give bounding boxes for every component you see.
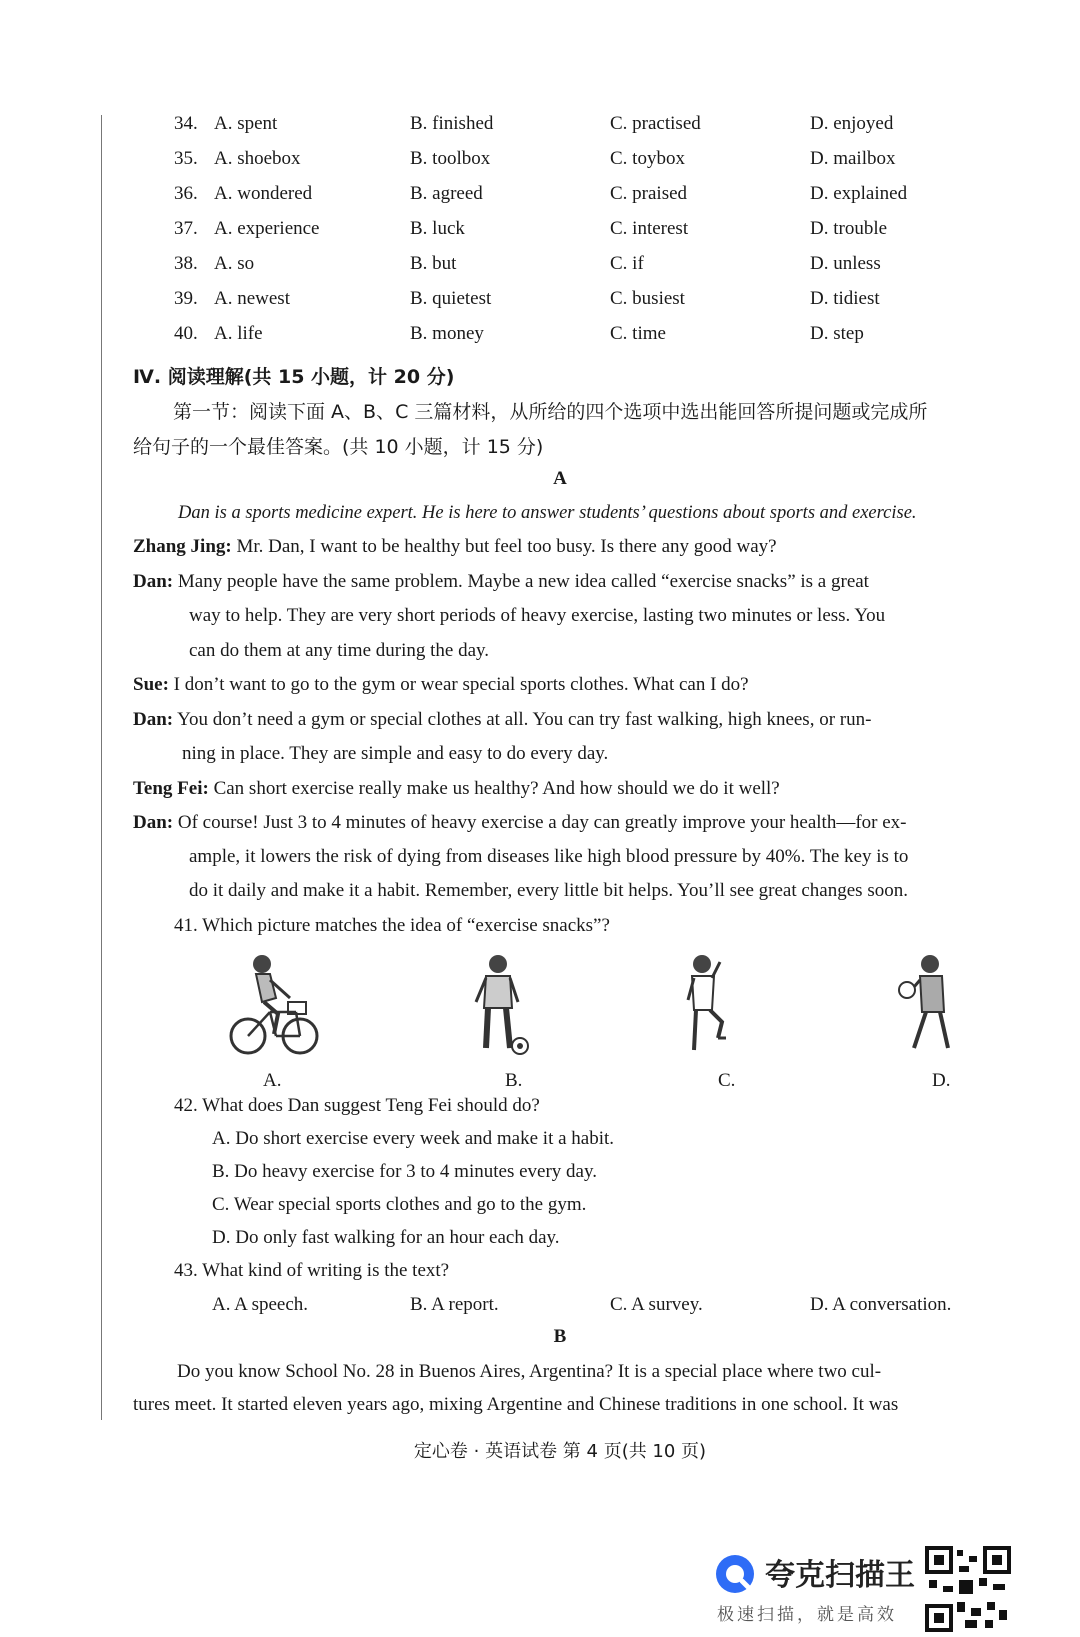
question-number: 36. xyxy=(174,183,198,204)
passage-b-line-2: tures meet. It started eleven years ago, mixing Argentine and Chinese traditions in one school. It was xyxy=(133,1394,899,1415)
section-intro-line-1: 第一节：阅读下面 A、B、C 三篇材料，从所给的四个选项中选出能回答所提问题或完成所 xyxy=(173,401,928,423)
picture-label-c: C. xyxy=(718,1070,736,1091)
passage-a-intro: Dan is a sports medicine expert. He is here to answer students’ questions about sports and exercise. xyxy=(178,503,917,523)
dialogue-dan-3-line-3: do it daily and make it a habit. Remember, every little bit helps. You’ll see great changes soon. xyxy=(189,880,908,901)
section-intro-line-2: 给句子的一个最佳答案。(共 10 小题，计 15 分) xyxy=(133,436,544,458)
option-a: A. spent xyxy=(214,113,278,134)
speaker-name: Dan: xyxy=(133,709,174,730)
option-a: A. so xyxy=(214,253,255,274)
question-number: 37. xyxy=(174,218,198,239)
option-d: D. tidiest xyxy=(810,288,880,309)
picture-label-a: A. xyxy=(263,1070,282,1091)
page-footer: 定心卷 · 英语试卷 第 4 页(共 10 页) xyxy=(413,1441,707,1462)
q42-option-c: C. Wear special sports clothes and go to the gym. xyxy=(212,1194,587,1215)
speech-text: Mr. Dan, I want to be healthy but feel too busy. Is there any good way? xyxy=(231,536,777,557)
option-d: D. trouble xyxy=(810,218,888,239)
option-c: C. time xyxy=(610,323,666,344)
question-number: 40. xyxy=(174,323,198,344)
dialogue-dan-2-line-2: ning in place. They are simple and easy to do every day. xyxy=(182,743,609,764)
option-b: B. agreed xyxy=(410,183,483,204)
speech-text: Of course! Just 3 to 4 minutes of heavy exercise a day can greatly improve your health—for ex- xyxy=(173,812,907,833)
speech-text: Many people have the same problem. Maybe a new idea called “exercise snacks” is a great xyxy=(173,571,869,592)
scanner-watermark xyxy=(713,1546,1073,1636)
speaker-name: Dan: xyxy=(133,812,174,833)
brand-slogan: 极速扫描，就是高效 xyxy=(717,1605,897,1625)
option-c: C. toybox xyxy=(610,148,685,169)
question-41: 41. Which picture matches the idea of “exercise snacks”? xyxy=(174,915,610,936)
option-d: D. step xyxy=(810,323,864,344)
option-b: B. but xyxy=(410,253,457,274)
picture-label-b: B. xyxy=(505,1070,523,1091)
option-c: C. busiest xyxy=(610,288,685,309)
question-number: 38. xyxy=(174,253,198,274)
option-a: A. experience xyxy=(214,218,320,239)
dialogue-sue xyxy=(133,674,749,696)
passage-b-heading: B xyxy=(553,1326,567,1347)
dialogue-dan-1-line-2: way to help. They are very short periods of heavy exercise, lasting two minutes or less. You xyxy=(189,605,886,626)
q43-option-d: D. A conversation. xyxy=(810,1294,952,1315)
dialogue-dan-1 xyxy=(133,571,869,593)
option-a: A. life xyxy=(214,323,263,344)
option-b: B. quietest xyxy=(410,288,492,309)
option-b: B. money xyxy=(410,323,484,344)
speech-text: Can short exercise really make us healthy? And how should we do it well? xyxy=(208,778,780,799)
dialogue-dan-3-line-2: ample, it lowers the risk of dying from diseases like high blood pressure by 40%. The key is to xyxy=(189,846,909,867)
option-d: D. enjoyed xyxy=(810,113,894,134)
option-row-35 xyxy=(174,148,1004,178)
q43-option-b: B. A report. xyxy=(410,1294,499,1315)
question-number: 39. xyxy=(174,288,198,309)
passage-b-line-1: Do you know School No. 28 in Buenos Aires, Argentina? It is a special place where two cul- xyxy=(177,1361,882,1382)
option-row-37 xyxy=(174,218,1004,248)
picture-high-knees xyxy=(682,952,732,1057)
option-c: C. practised xyxy=(610,113,701,134)
option-b: B. finished xyxy=(410,113,494,134)
dialogue-dan-3 xyxy=(133,812,907,834)
option-d: D. explained xyxy=(810,183,908,204)
section-title: Ⅳ. 阅读理解(共 15 小题，计 20 分) xyxy=(133,366,455,388)
question-number: 35. xyxy=(174,148,198,169)
option-c: C. interest xyxy=(610,218,689,239)
speech-text: I don’t want to go to the gym or wear special sports clothes. What can I do? xyxy=(168,674,749,695)
speaker-name: Sue: xyxy=(133,674,169,695)
picture-football xyxy=(470,952,530,1057)
option-c: C. if xyxy=(610,253,644,274)
dialogue-dan-2 xyxy=(133,709,871,731)
q43-option-c: C. A survey. xyxy=(610,1294,703,1315)
speaker-name: Zhang Jing: xyxy=(133,536,232,557)
option-row-36 xyxy=(174,183,1004,213)
q42-option-d: D. Do only fast walking for an hour each day. xyxy=(212,1227,560,1248)
option-a: A. newest xyxy=(214,288,290,309)
dialogue-zhang-jing xyxy=(133,536,777,558)
picture-label-d: D. xyxy=(932,1070,951,1091)
q42-option-b: B. Do heavy exercise for 3 to 4 minutes every day. xyxy=(212,1161,597,1182)
passage-a-heading: A xyxy=(553,468,567,489)
option-row-38 xyxy=(174,253,1004,283)
brand-name: 夸克扫描王 xyxy=(765,1558,915,1593)
option-d: D. unless xyxy=(810,253,881,274)
quark-logo-icon xyxy=(713,1552,757,1596)
margin-line xyxy=(101,115,102,1420)
q42-option-a: A. Do short exercise every week and make it a habit. xyxy=(212,1128,615,1149)
question-43: 43. What kind of writing is the text? xyxy=(174,1260,450,1281)
question-number: 34. xyxy=(174,113,198,134)
option-b: B. toolbox xyxy=(410,148,491,169)
q43-option-a: A. A speech. xyxy=(212,1294,309,1315)
dialogue-teng-fei xyxy=(133,778,780,800)
option-a: A. wondered xyxy=(214,183,313,204)
option-row-40 xyxy=(174,323,1004,353)
question-42: 42. What does Dan suggest Teng Fei should do? xyxy=(174,1095,540,1116)
option-row-34 xyxy=(174,113,1004,143)
picture-cycling xyxy=(226,952,322,1057)
speaker-name: Teng Fei: xyxy=(133,778,209,799)
option-d: D. mailbox xyxy=(810,148,896,169)
speaker-name: Dan: xyxy=(133,571,174,592)
option-c: C. praised xyxy=(610,183,688,204)
option-row-39 xyxy=(174,288,1004,318)
dialogue-dan-1-line-3: can do them at any time during the day. xyxy=(189,640,490,661)
speech-text: You don’t need a gym or special clothes at all. You can try fast walking, high knees, or run- xyxy=(173,709,872,730)
picture-volleyball xyxy=(898,952,958,1057)
option-a: A. shoebox xyxy=(214,148,301,169)
option-b: B. luck xyxy=(410,218,465,239)
qr-code-icon xyxy=(925,1546,1011,1632)
